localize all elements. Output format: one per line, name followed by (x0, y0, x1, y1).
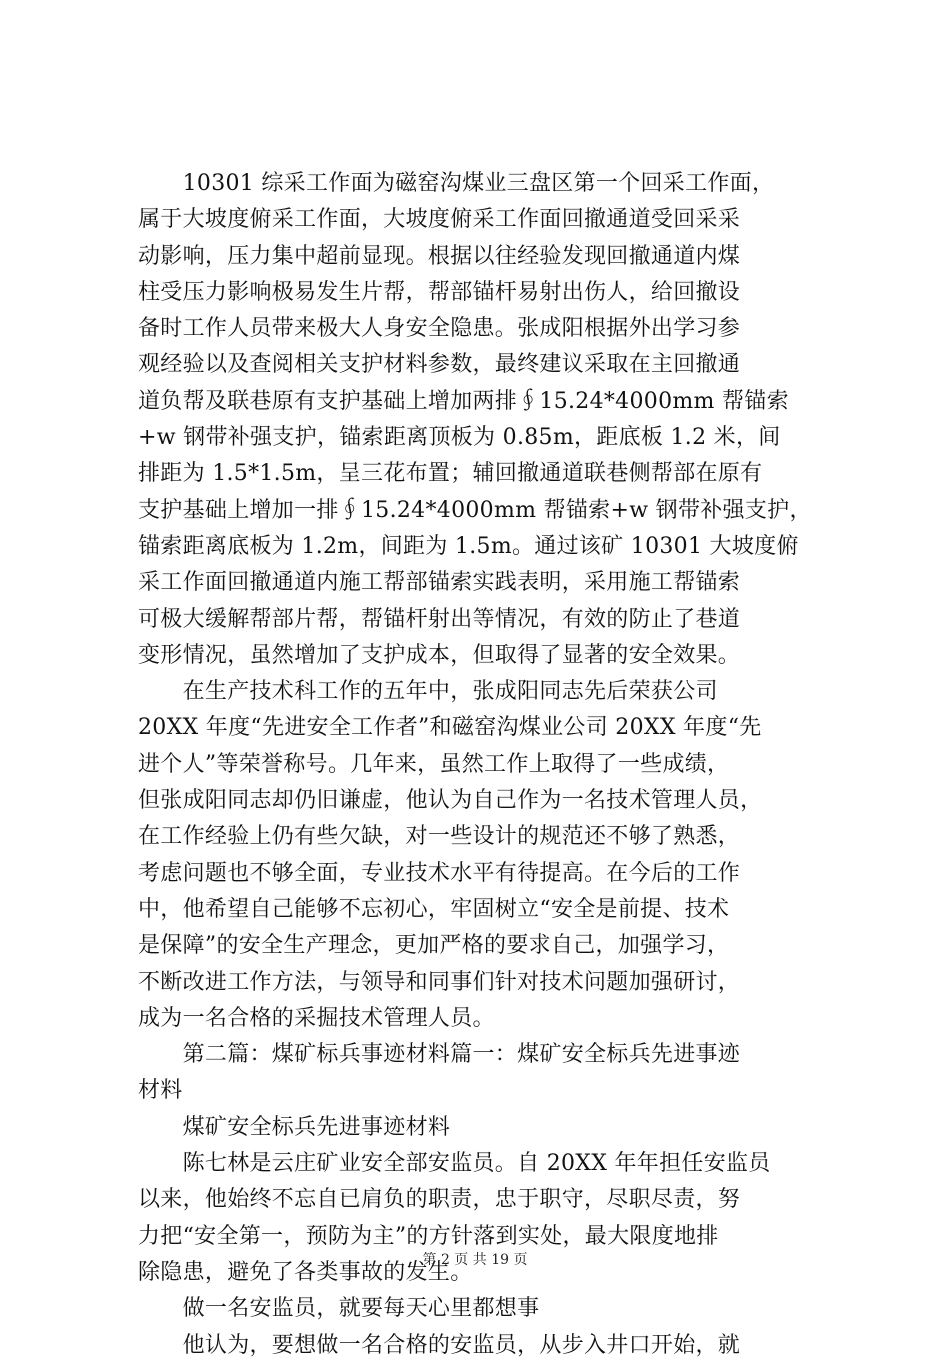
text-line: 进个人”等荣誉称号。几年来，虽然工作上取得了一些成绩， (138, 751, 730, 777)
text-line: 考虑问题也不够全面，专业技术水平有待提高。在今后的工作 (138, 860, 741, 886)
text-line: 做一名安监员，就要每天心里都想事 (138, 1296, 540, 1322)
text-line: 柱受压力影响极易发生片帮，帮部锚杆易射出伤人，给回撤设 (138, 279, 741, 305)
text-line: 中，他希望自己能够不忘初心，牢固树立“安全是前提、技术 (138, 896, 730, 922)
document-body (138, 166, 838, 1364)
text-line: 煤矿安全标兵先进事迹材料 (138, 1114, 451, 1140)
text-line: 动影响，压力集中超前显现。根据以往经验发现回撤通道内煤 (138, 243, 741, 269)
text-line: 力把“安全第一，预防为主”的方针落到实处，最大限度地排 (138, 1223, 719, 1249)
text-line: 第二篇：煤矿标兵事迹材料篇一：煤矿安全标兵先进事迹 (138, 1042, 741, 1068)
text-line: 道负帮及联巷原有支护基础上增加两排∮15.24*4000mm 帮锚索 (138, 388, 789, 414)
page-number-footer: 第 2 页 共 19 页 (422, 1252, 528, 1268)
text-line: 成为一名合格的采掘技术管理人员。 (138, 1005, 495, 1031)
text-line: +w 钢带补强支护，锚索距离顶板为 0.85m，距底板 1.2 米，间 (138, 425, 781, 451)
text-line: 但张成阳同志却仍旧谦虚，他认为自己作为一名技术管理人员， (138, 788, 763, 814)
text-line: 属于大坡度俯采工作面，大坡度俯采工作面回撤通道受回采采 (138, 207, 741, 233)
text-line: 陈七林是云庄矿业安全部安监员。自 20XX 年年担任安监员 (138, 1151, 771, 1177)
text-line: 不断改进工作方法，与领导和同事们针对技术问题加强研讨， (138, 969, 741, 995)
text-line: 材料 (138, 1078, 183, 1104)
text-line: 10301 综采工作面为磁窑沟煤业三盘区第一个回采工作面， (138, 171, 775, 196)
text-line: 是保障”的安全生产理念，更加严格的要求自己，加强学习， (138, 933, 730, 959)
text-line: 备时工作人员带来极大人身安全隐患。张成阳根据外出学习参 (138, 316, 741, 342)
text-line: 在工作经验上仍有些欠缺，对一些设计的规范还不够了熟悉， (138, 824, 741, 850)
text-line: 20XX 年度“先进安全工作者”和磁窑沟煤业公司 20XX 年度“先 (138, 715, 762, 741)
text-line: 锚索距离底板为 1.2m，间距为 1.5m。通过该矿 10301 大坡度俯 (138, 533, 799, 559)
text-line: 在生产技术科工作的五年中，张成阳同志先后荣获公司 (138, 679, 718, 705)
text-line: 以来，他始终不忘自已肩负的职责，忠于职守，尽职尽责，努 (138, 1187, 741, 1213)
text-line: 支护基础上增加一排∮15.24*4000mm 帮锚索+w 钢带补强支护， (138, 497, 812, 523)
text-line: 可极大缓解帮部片帮，帮锚杆射出等情况，有效的防止了巷道 (138, 606, 741, 632)
text-line: 他认为，要想做一名合格的安监员，从步入井口开始，就 (138, 1332, 741, 1358)
text-line: 除隐患，避免了各类事故的发生。 (138, 1259, 473, 1285)
text-line: 排距为 1.5*1.5m，呈三花布置；辅回撤通道联巷侧帮部在原有 (138, 461, 763, 487)
text-line: 变形情况，虽然增加了支护成本，但取得了显著的安全效果。 (138, 642, 741, 668)
text-line: 观经验以及查阅相关支护材料参数，最终建议采取在主回撤通 (138, 352, 741, 378)
text-line: 采工作面回撤通道内施工帮部锚索实践表明，采用施工帮锚索 (138, 570, 741, 596)
